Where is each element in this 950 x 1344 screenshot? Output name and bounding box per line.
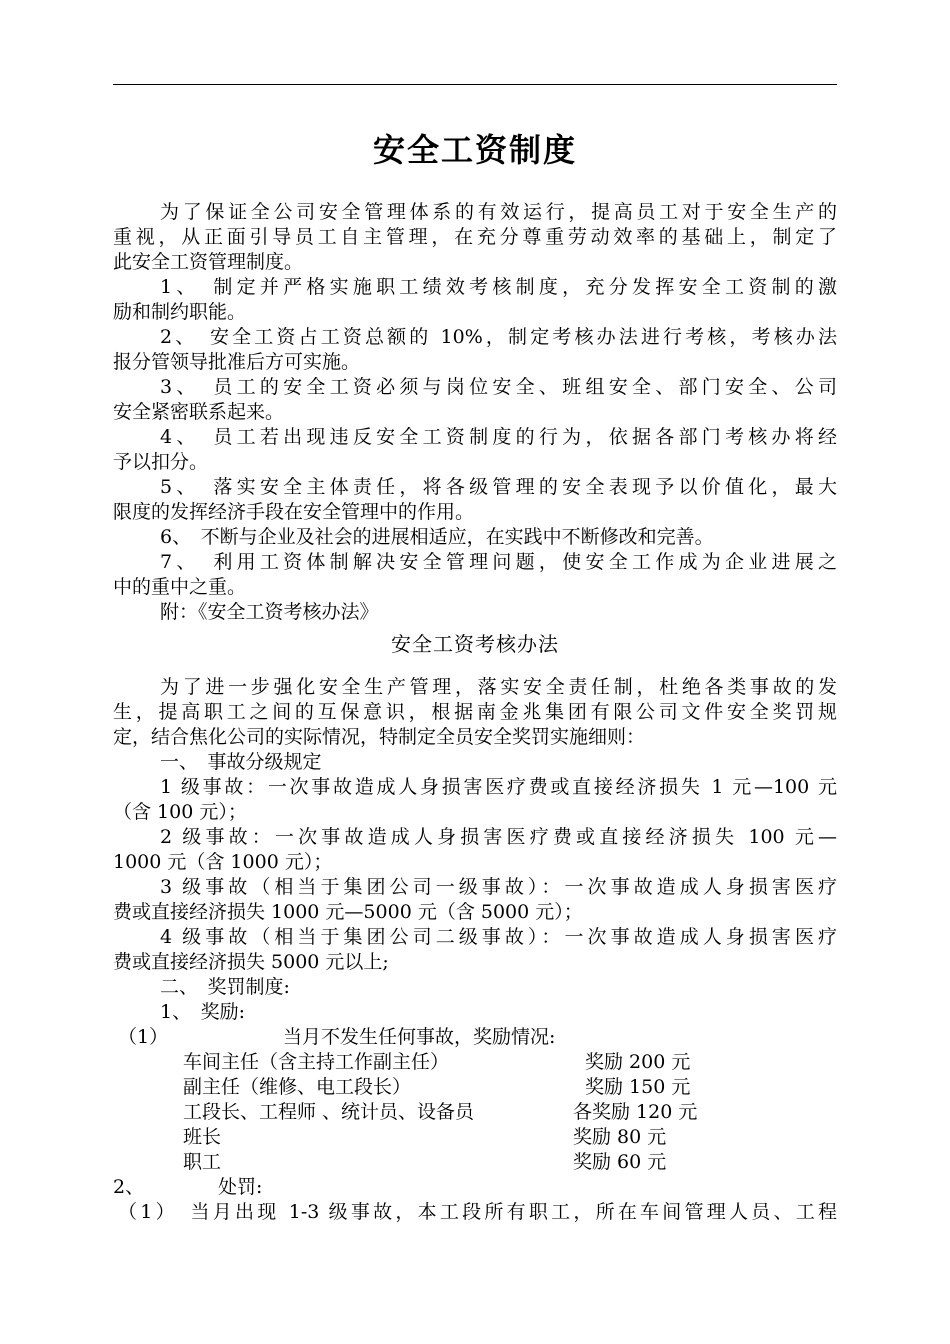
item-2-line-2: 报分管领导批准后方可实施。 xyxy=(113,351,361,373)
reward-amount: 各奖励 120 元 xyxy=(573,1101,698,1123)
reward-role: 副主任（维修、电工段长） xyxy=(183,1076,412,1098)
section-1-heading: 一、 事故分级规定 xyxy=(160,751,322,773)
reward-heading: 1、 奖励: xyxy=(160,1001,245,1023)
reward-case-text: 当月不发生任何事故，奖励情况: xyxy=(283,1026,556,1048)
level-2-line-2: 1000 元（含 1000 元）； xyxy=(113,851,333,873)
item-7-line-1: 7、 利用工资体制解决安全管理问题，使安全工作成为企业进展之 xyxy=(160,551,837,573)
page-title: 安全工资制度 xyxy=(372,131,577,169)
level-2-line-1: 2 级事故：一次事故造成人身损害医疗费或直接经济损失 100 元— xyxy=(160,826,837,848)
penalty-number: 2、 xyxy=(113,1176,145,1198)
sub-intro-line-3: 定，结合焦化公司的实际情况，特制定全员安全奖罚实施细则： xyxy=(113,726,646,748)
reward-role: 工段长、工程师 、统计员、设备员 xyxy=(183,1101,475,1123)
level-1-line-1: 1 级事故：一次事故造成人身损害医疗费或直接经济损失 1 元—100 元 xyxy=(160,776,837,798)
reward-role: 车间主任（含主持工作副主任） xyxy=(183,1051,450,1073)
item-5-line-2: 限度的发挥经济手段在安全管理中的作用。 xyxy=(113,501,475,523)
reward-amount: 奖励 80 元 xyxy=(573,1126,667,1148)
reward-role: 班长 xyxy=(183,1126,222,1148)
item-3-line-1: 3、 员工的安全工资必须与岗位安全、班组安全、部门安全、公司 xyxy=(160,376,837,398)
intro-line-2: 重视，从正面引导员工自主管理，在充分尊重劳动效率的基础上，制定了 xyxy=(113,226,837,248)
reward-amount: 奖励 200 元 xyxy=(585,1051,691,1073)
item-4-line-2: 予以扣分。 xyxy=(113,451,209,473)
level-3-line-2: 费或直接经济损失 1000 元—5000 元（含 5000 元）； xyxy=(113,901,583,923)
intro-line-1: 为了保证全公司安全管理体系的有效运行，提高员工对于安全生产的 xyxy=(160,201,837,223)
level-4-line-2: 费或直接经济损失 5000 元以上; xyxy=(113,951,389,973)
item-4-line-1: 4、 员工若出现违反安全工资制度的行为，依据各部门考核办将经 xyxy=(160,426,837,448)
item-1-line-1: 1、 制定并严格实施职工绩效考核制度，充分发挥安全工资制的激 xyxy=(160,276,837,298)
level-1-line-2: （含 100 元）； xyxy=(113,801,247,823)
appendix-line: 附：《安全工资考核办法》 xyxy=(160,601,379,623)
penalty-heading: 处罚: xyxy=(218,1176,263,1198)
reward-role: 职工 xyxy=(183,1151,222,1173)
sub-intro-line-1: 为了进一步强化安全生产管理，落实安全责任制，杜绝各类事故的发 xyxy=(160,676,837,698)
sub-intro-line-2: 生，提高职工之间的互保意识，根据南金兆集团有限公司文件安全奖罚规 xyxy=(113,701,837,723)
item-2-line-1: 2、 安全工资占工资总额的 10%，制定考核办法进行考核，考核办法 xyxy=(160,326,837,348)
reward-case-number: （1） xyxy=(118,1026,169,1048)
level-4-line-1: 4 级事故（相当于集团公司二级事故）：一次事故造成人身损害医疗 xyxy=(160,926,837,948)
reward-amount: 奖励 150 元 xyxy=(585,1076,691,1098)
penalty-case-line: （1） 当月出现 1-3 级事故，本工段所有职工，所在车间管理人员、工程 xyxy=(118,1201,837,1223)
reward-amount: 奖励 60 元 xyxy=(573,1151,667,1173)
section-subtitle: 安全工资考核办法 xyxy=(391,632,559,656)
item-5-line-1: 5、 落实安全主体责任，将各级管理的安全表现予以价值化，最大 xyxy=(160,476,837,498)
item-1-line-2: 励和制约职能。 xyxy=(113,301,247,323)
section-2-heading: 二、 奖罚制度: xyxy=(160,976,290,998)
intro-line-3: 此安全工资管理制度。 xyxy=(113,251,304,273)
level-3-line-1: 3 级事故（相当于集团公司一级事故）：一次事故造成人身损害医疗 xyxy=(160,876,837,898)
item-6-line-1: 6、 不断与企业及社会的进展相适应，在实践中不断修改和完善。 xyxy=(160,526,714,548)
header-rule xyxy=(113,84,837,85)
item-3-line-2: 安全紧密联系起来。 xyxy=(113,401,285,423)
item-7-line-2: 中的重中之重。 xyxy=(113,576,247,598)
